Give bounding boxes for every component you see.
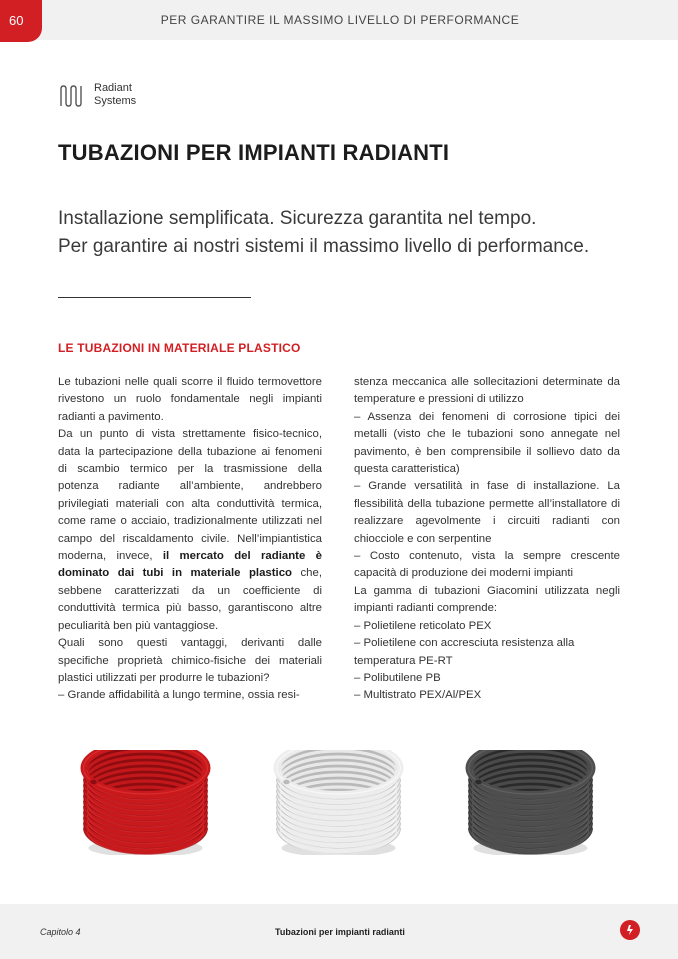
subsection-heading: LE TUBAZIONI IN MATERIALE PLASTICO bbox=[58, 341, 301, 355]
radiant-coil-icon bbox=[58, 84, 82, 108]
emphasis-text: il mercato del radiante è dominato dai tubi in materiale plastico bbox=[58, 550, 322, 580]
divider bbox=[58, 297, 251, 298]
section-label-line2: Systems bbox=[94, 95, 137, 107]
red-pipe-coil-image bbox=[78, 750, 213, 855]
giacomini-logo-icon bbox=[620, 920, 640, 940]
list-item: – Multistrato PEX/Al/PEX bbox=[354, 689, 482, 702]
running-head: PER GARANTIRE IL MASSIMO LIVELLO DI PERFORMANCE bbox=[160, 13, 520, 27]
body-column-right bbox=[354, 374, 620, 705]
paragraph: stenza meccanica alle sollecitazioni determinate da temperature e pressioni di utilizzo bbox=[354, 376, 620, 406]
list-item: – Polietilene con accresciuta resistenza alla temperatura PE-RT bbox=[354, 637, 575, 667]
page-number: 60 bbox=[0, 0, 42, 42]
footer-title: Tubazioni per impianti radianti bbox=[275, 927, 405, 937]
lead-line-1: Installazione semplificata. Sicurezza garantita nel tempo. bbox=[58, 208, 537, 229]
paragraph-text: Da un punto di vista strettamente fisico-tecnico, data la partecipazione della tubazione ai fenomeni di scambio termico per la trasmissione della potenza radiante all’ambiente, andrebbero privilegiati materiali con alta conduttività termica, come rame o acciaio, tradizionalmente utilizzati nel campo del riscaldamento civile. Nell’impiantistica moderna, invece, bbox=[58, 428, 322, 563]
lead-text bbox=[58, 205, 658, 261]
section-label bbox=[94, 82, 174, 108]
paragraph bbox=[58, 426, 322, 635]
footer-chapter: Capitolo 4 bbox=[40, 927, 81, 937]
paragraph: Le tubazioni nelle quali scorre il fluido termovettore rivestono un ruolo fondamentale negli impianti radianti a pavimento. bbox=[58, 376, 322, 423]
list-item: – Grande versatilità in fase di installazione. La flessibilità della tubazione permette all’installatore di realizzare agevolmente i circuiti radianti con chiocciole e con serpentine bbox=[354, 480, 620, 545]
paragraph: Quali sono questi vantaggi, derivanti dalle specifiche proprietà chimico-fisiche dei materiali plastici utilizzati per produrre le tubazioni? bbox=[58, 637, 322, 684]
list-item: – Polibutilene PB bbox=[354, 671, 441, 684]
black-pipe-coil-image bbox=[463, 750, 598, 855]
white-pipe-coil-image bbox=[271, 750, 406, 855]
paragraph-text: che, sebbene caratterizzati da un coefficiente di conduttività termica più basso, garantiscono altre peculiarità ben più vantaggiose. bbox=[58, 567, 322, 632]
lead-line-2: Per garantire ai nostri sistemi il massimo livello di performance. bbox=[58, 236, 590, 257]
paragraph: La gamma di tubazioni Giacomini utilizzata negli impianti radianti comprende: bbox=[354, 584, 620, 615]
list-item: – Costo contenuto, vista la sempre crescente capacità di produzione dei moderni impianti bbox=[354, 550, 620, 580]
list-item: – Grande affidabilità a lungo termine, ossia resi- bbox=[58, 689, 300, 702]
list-item: – Polietilene reticolato PEX bbox=[354, 619, 492, 632]
body-column-left bbox=[58, 374, 322, 705]
page-title: TUBAZIONI PER IMPIANTI RADIANTI bbox=[58, 140, 450, 165]
list-item: – Assenza dei fenomeni di corrosione tipici dei metalli (visto che le tubazioni sono annegate nel pavimento, è ben comprensibile il sollievo dato da questa caratteristica) bbox=[354, 410, 620, 476]
section-label-line1: Radiant bbox=[94, 82, 132, 94]
